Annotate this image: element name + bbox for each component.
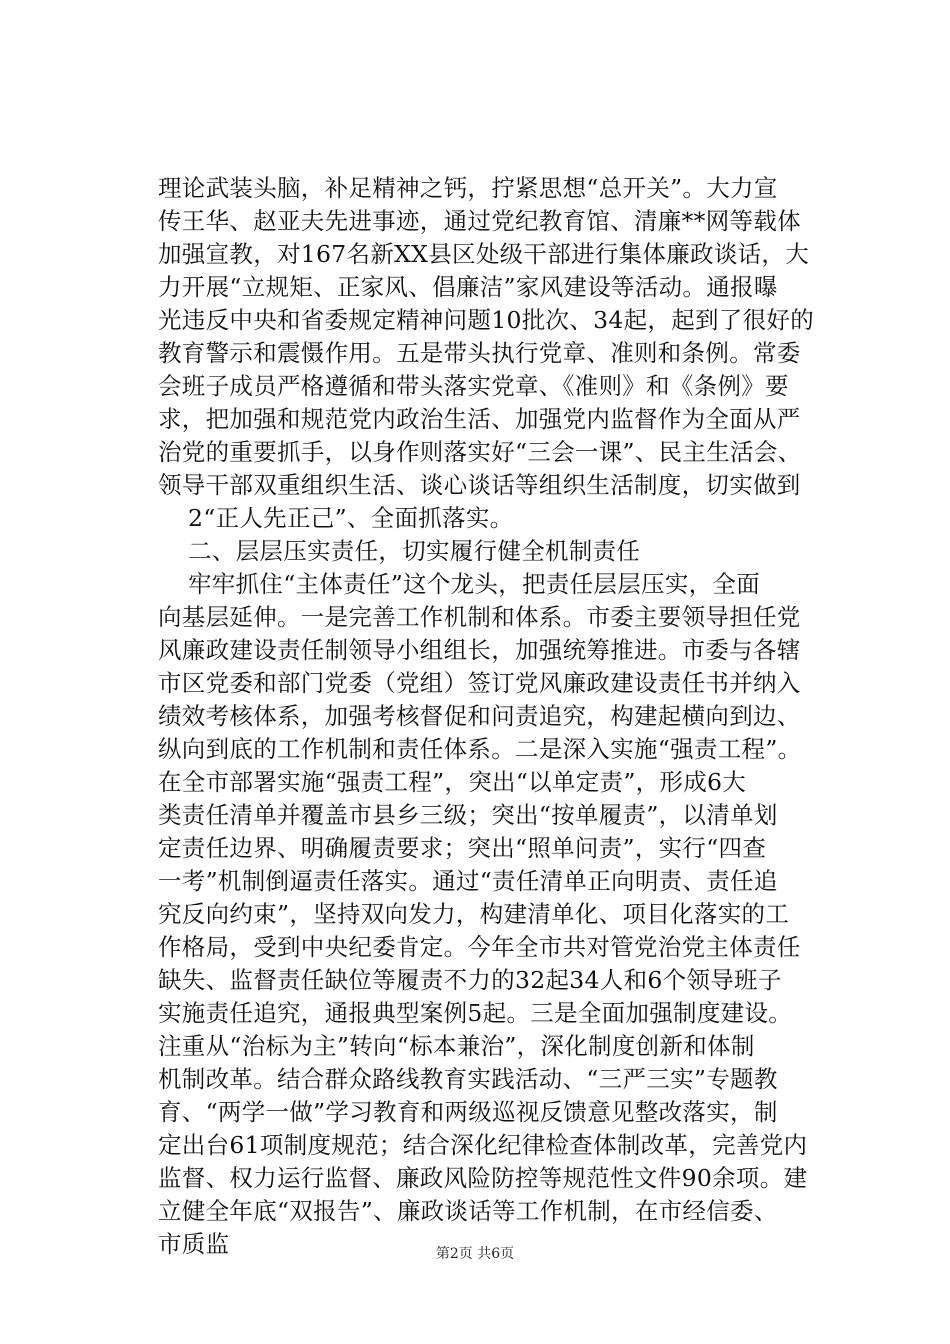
- text-line: 绩效考核体系，加强考核督促和问责追究，构建起横向到边、: [158, 702, 801, 730]
- text-line: 理论武装头脑，补足精神之钙，拧紧思想“总开关”。大力宣: [158, 174, 778, 202]
- text-line: 求，把加强和规范党内政治生活、加强党内监督作为全面从严: [158, 405, 801, 433]
- text-line: 一考”机制倒逼责任落实。通过“责任清单正向明责、责任追: [158, 867, 778, 895]
- text-line: 会班子成员严格遵循和带头落实党章、《准则》和《条例》要: [158, 372, 789, 400]
- text-line: 教育警示和震慑作用。五是带头执行党章、准则和条例。常委: [158, 339, 801, 367]
- text-line: 传王华、赵亚夫先进事迹，通过党纪教育馆、清廉**网等载体: [158, 207, 801, 235]
- text-line: 作格局，受到中央纪委肯定。今年全市共对管党治党主体责任: [158, 933, 801, 961]
- text-line: 立健全年底“双报告”、廉政谈话等工作机制，在市经信委、: [158, 1197, 778, 1225]
- text-line: 市区党委和部门党委（党组）签订党风廉政建设责任书并纳入: [158, 669, 801, 697]
- text-line: 定责任边界、明确履责要求；突出“照单问责”，实行“四查: [158, 834, 767, 862]
- text-line: 治党的重要抓手，以身作则落实好“三会一课”、民主生活会、: [158, 438, 802, 466]
- body-text: [158, 172, 858, 1261]
- text-line: 定出台61项制度规范；结合深化纪律检查体制改革，完善党内: [158, 1131, 808, 1159]
- text-line: 在全市部署实施“强责工程”，突出“以单定责”，形成6大: [158, 768, 747, 796]
- text-line: 缺失、监督责任缺位等履责不力的32起34人和6个领导班子: [158, 966, 782, 994]
- text-line: 2“正人先正己”、全面抓落实。: [188, 504, 514, 532]
- text-line: 光违反中央和省委规定精神问题10批次、34起，起到了很好的: [158, 306, 815, 334]
- text-line: 纵向到底的工作机制和责任体系。二是深入实施“强责工程”。: [158, 735, 802, 763]
- text-line: 机制改革。结合群众路线教育实践活动、“三严三实”专题教: [158, 1065, 778, 1093]
- text-line: 向基层延伸。一是完善工作机制和体系。市委主要领导担任党: [158, 603, 801, 631]
- text-line: 二、层层压实责任，切实履行健全机制责任: [188, 537, 641, 565]
- text-line: 监督、权力运行监督、廉政风险防控等规范性文件90余项。建: [158, 1164, 808, 1192]
- page-footer: 第2页 共6页: [435, 1246, 515, 1262]
- text-line: 加强宣教，对167名新XX县区处级干部进行集体廉政谈话，大: [158, 240, 810, 268]
- text-line: 风廉政建设责任制领导小组组长，加强统筹推进。市委与各辖: [158, 636, 801, 664]
- text-line: 牢牢抓住“主体责任”这个龙头，把责任层层压实，全面: [188, 570, 761, 598]
- text-line: 究反向约束”，坚持双向发力，构建清单化、项目化落实的工: [158, 900, 790, 928]
- text-line: 注重从“治标为主”转向“标本兼治”，深化制度创新和体制: [158, 1032, 755, 1060]
- text-line: 实施责任追究，通报典型案例5起。三是全面加强制度建设。: [158, 999, 793, 1027]
- text-line: 育、“两学一做”学习教育和两级巡视反馈意见整改落实，制: [158, 1098, 778, 1126]
- text-line: 类责任清单并覆盖市县乡三级；突出“按单履责”，以清单划: [158, 801, 778, 829]
- text-line: 市质监: [158, 1230, 230, 1258]
- text-line: 领导干部双重组织生活、谈心谈话等组织生活制度，切实做到: [158, 471, 801, 499]
- text-line: 力开展“立规矩、正家风、倡廉洁”家风建设等活动。通报曝: [158, 273, 778, 301]
